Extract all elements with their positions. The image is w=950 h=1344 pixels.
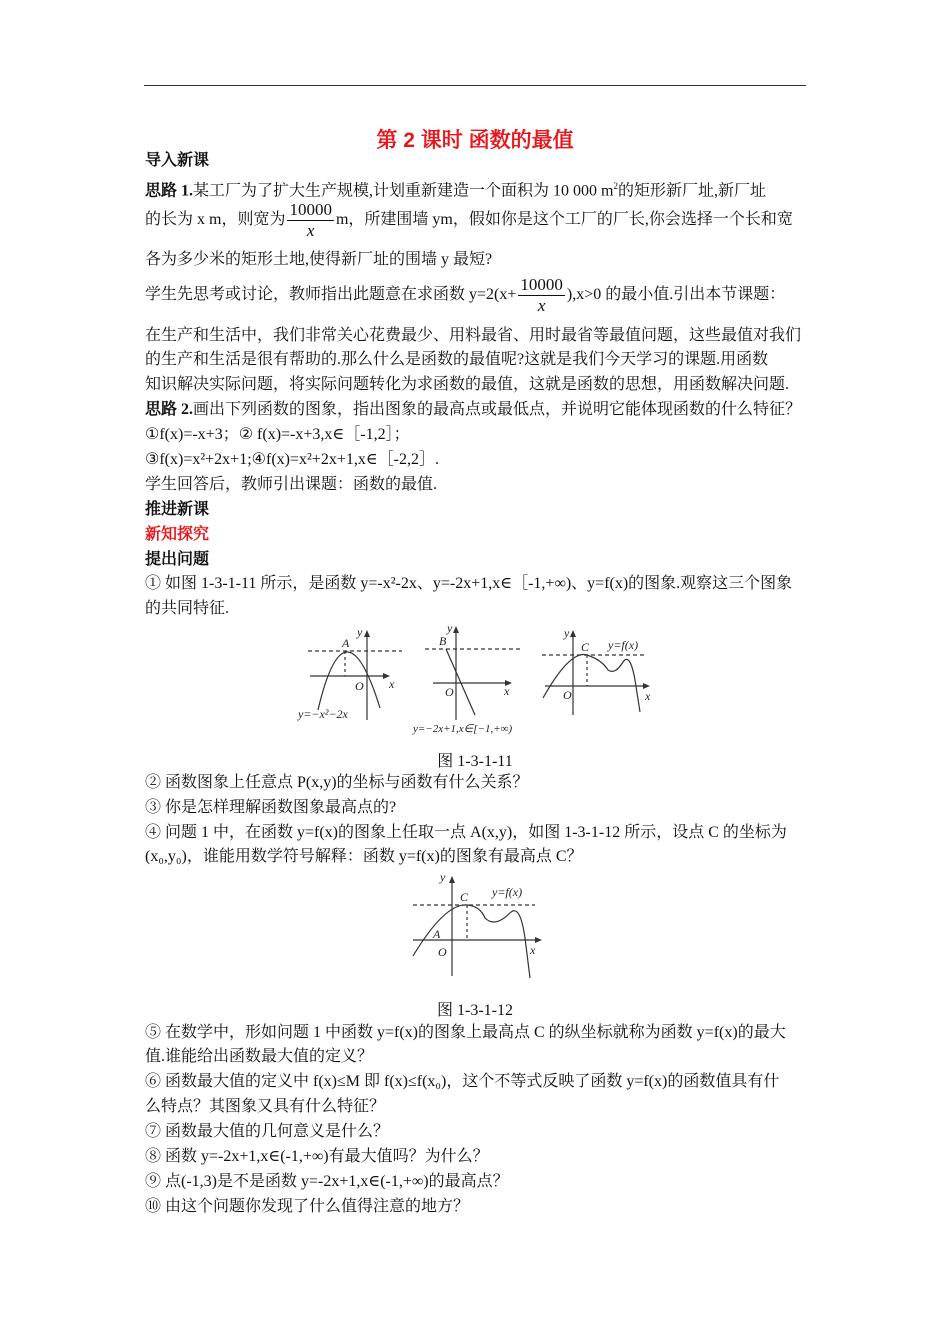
x-label: x bbox=[645, 689, 651, 703]
figure-caption: 图 1-3-1-11 bbox=[437, 753, 513, 770]
y-label: y bbox=[357, 625, 363, 639]
section-questions: 提出问题 bbox=[145, 551, 210, 568]
question-9: ⑨ 点(-1,3)是不是函数 y=-2x+1,x∈(-1,+∞)的最高点？ bbox=[145, 1173, 509, 1190]
question-4-cont: (x₀,y₀)，谁能用数学符号解释：函数 y=f(x)的图象有最高点 C？ bbox=[145, 848, 583, 865]
section-advance: 推进新课 bbox=[145, 501, 210, 518]
formula-line: ①f(x)=-x+3；② f(x)=-x+3,x∈［-1,2］； bbox=[145, 426, 410, 443]
question-7: ⑦ 函数最大值的几何意义是什么？ bbox=[145, 1123, 390, 1140]
idea1-line2 bbox=[145, 200, 809, 241]
question-1-cont: 的共同特征. bbox=[145, 600, 230, 617]
question-10: ⑩ 由这个问题你发现了什么值得注意的地方？ bbox=[145, 1198, 470, 1215]
idea2-label: 思路 2. bbox=[145, 401, 194, 418]
point-A: A bbox=[433, 927, 441, 941]
curve-label: y=f(x) bbox=[608, 638, 639, 652]
idea1-line1 bbox=[145, 175, 809, 202]
figure-caption: 图 1-3-1-12 bbox=[437, 1002, 513, 1019]
numerator: 10000 bbox=[289, 200, 332, 219]
numerator: 10000 bbox=[520, 275, 563, 294]
page-title: 第 2 课时 函数的最值 bbox=[376, 129, 574, 152]
para-line: 知识解决实际问题，将实际问题转化为求函数的最值，这就是函数的思想，用函数解决问题. bbox=[145, 376, 790, 393]
text: 学生先思考或讨论，教师指出此题意在求函数 y=2(x+ bbox=[145, 286, 517, 304]
idea2-line bbox=[145, 399, 809, 421]
origin-label: O bbox=[445, 685, 454, 699]
denominator: x bbox=[537, 296, 546, 315]
idea1-label: 思路 1. bbox=[145, 182, 194, 200]
point-B: B bbox=[439, 634, 447, 648]
question-4: ④ 问题 1 中，在函数 y=f(x)的图象上任取一点 A(x,y)，如图 1-3-1-12 所示，设点 C 的坐标为 bbox=[145, 824, 787, 841]
text: 的矩形新厂址,新厂址 bbox=[617, 182, 766, 200]
text: m，所建围墙 ym，假如你是这个工厂的厂长,你会选择一个长和宽 bbox=[335, 211, 793, 229]
question-8: ⑧ 函数 y=-2x+1,x∈(-1,+∞)有最大值吗？为什么？ bbox=[145, 1148, 489, 1165]
origin-label: O bbox=[438, 945, 447, 959]
x-label: x bbox=[530, 943, 536, 957]
text: 画出下列函数的图象，指出图象的最高点或最低点，并说明它能体现函数的什么特征？ bbox=[193, 401, 802, 418]
text-line: 学生回答后，教师引出课题：函数的最值. bbox=[145, 476, 438, 493]
curve-label: y=f(x) bbox=[492, 885, 523, 899]
section-explore: 新知探究 bbox=[145, 526, 210, 543]
idea1-line3: 各为多少米的矩形土地,使得新厂址的围墙 y 最短? bbox=[145, 251, 493, 268]
figure-1-3-1-12 bbox=[405, 868, 545, 988]
question-3: ③ 你是怎样理解函数图象最高点的? bbox=[145, 799, 397, 816]
sup: 2 bbox=[613, 181, 618, 191]
x-label: x bbox=[504, 684, 510, 698]
point-C: C bbox=[581, 640, 590, 654]
fraction bbox=[287, 200, 334, 241]
question-6-cont: 么特点？其图象又具有什么特征？ bbox=[145, 1098, 386, 1115]
text: 的长为 x m，则宽为 bbox=[145, 211, 286, 229]
denominator: x bbox=[306, 221, 315, 240]
point-C: C bbox=[460, 890, 469, 904]
text: 某工厂为了扩大生产规模,计划重新建造一个面积为 10 000 m bbox=[193, 182, 614, 200]
curve-label: y=−x²−2x bbox=[298, 707, 348, 721]
figure-1-3-1-11 bbox=[290, 620, 660, 740]
y-label: y bbox=[564, 626, 570, 640]
para-line: 在生产和生活中，我们非常关心花费最少、用料最省、用时最省等最值问题，这些最值对我们 bbox=[145, 327, 802, 344]
origin-label: O bbox=[355, 679, 364, 693]
point-A: A bbox=[342, 636, 350, 650]
question-2: ② 函数图象上任意点 P(x,y)的坐标与函数有什么关系？ bbox=[145, 774, 529, 791]
question-6: ⑥ 函数最大值的定义中 f(x)≤M 即 f(x)≤f(x₀)，这个不等式反映了函数 y=f(x)的函数值具有什 bbox=[145, 1073, 780, 1090]
formula-line: ③f(x)=x²+2x+1;④f(x)=x²+2x+1,x∈［-2,2］. bbox=[145, 451, 440, 468]
curve-label: y=−2x+1,x∈[−1,+∞) bbox=[413, 723, 513, 735]
x-label: x bbox=[389, 677, 395, 691]
para-line: 的生产和生活是很有帮助的.那么什么是函数的最值呢?这就是我们今天学习的课题.用函数 bbox=[145, 351, 769, 368]
text: ),x>0 的最小值.引出本节课题： bbox=[566, 286, 786, 304]
y-label: y bbox=[447, 621, 453, 635]
idea1-line4 bbox=[145, 275, 809, 316]
section-intro: 导入新课 bbox=[145, 152, 210, 169]
fraction bbox=[518, 275, 565, 316]
question-5: ⑤ 在数学中，形如问题 1 中函数 y=f(x)的图象上最高点 C 的纵坐标就称为函数 y=f(x)的最大 bbox=[145, 1024, 786, 1041]
question-1: ① 如图 1-3-1-11 所示，是函数 y=-x²-2x、y=-2x+1,x∈［-1,+∞)、y=f(x)的图象.观察这三个图象 bbox=[145, 575, 793, 592]
origin-label: O bbox=[563, 688, 572, 702]
y-label: y bbox=[440, 870, 446, 884]
header-rule bbox=[144, 85, 806, 86]
question-5-cont: 值.谁能给出函数最大值的定义？ bbox=[145, 1048, 374, 1065]
